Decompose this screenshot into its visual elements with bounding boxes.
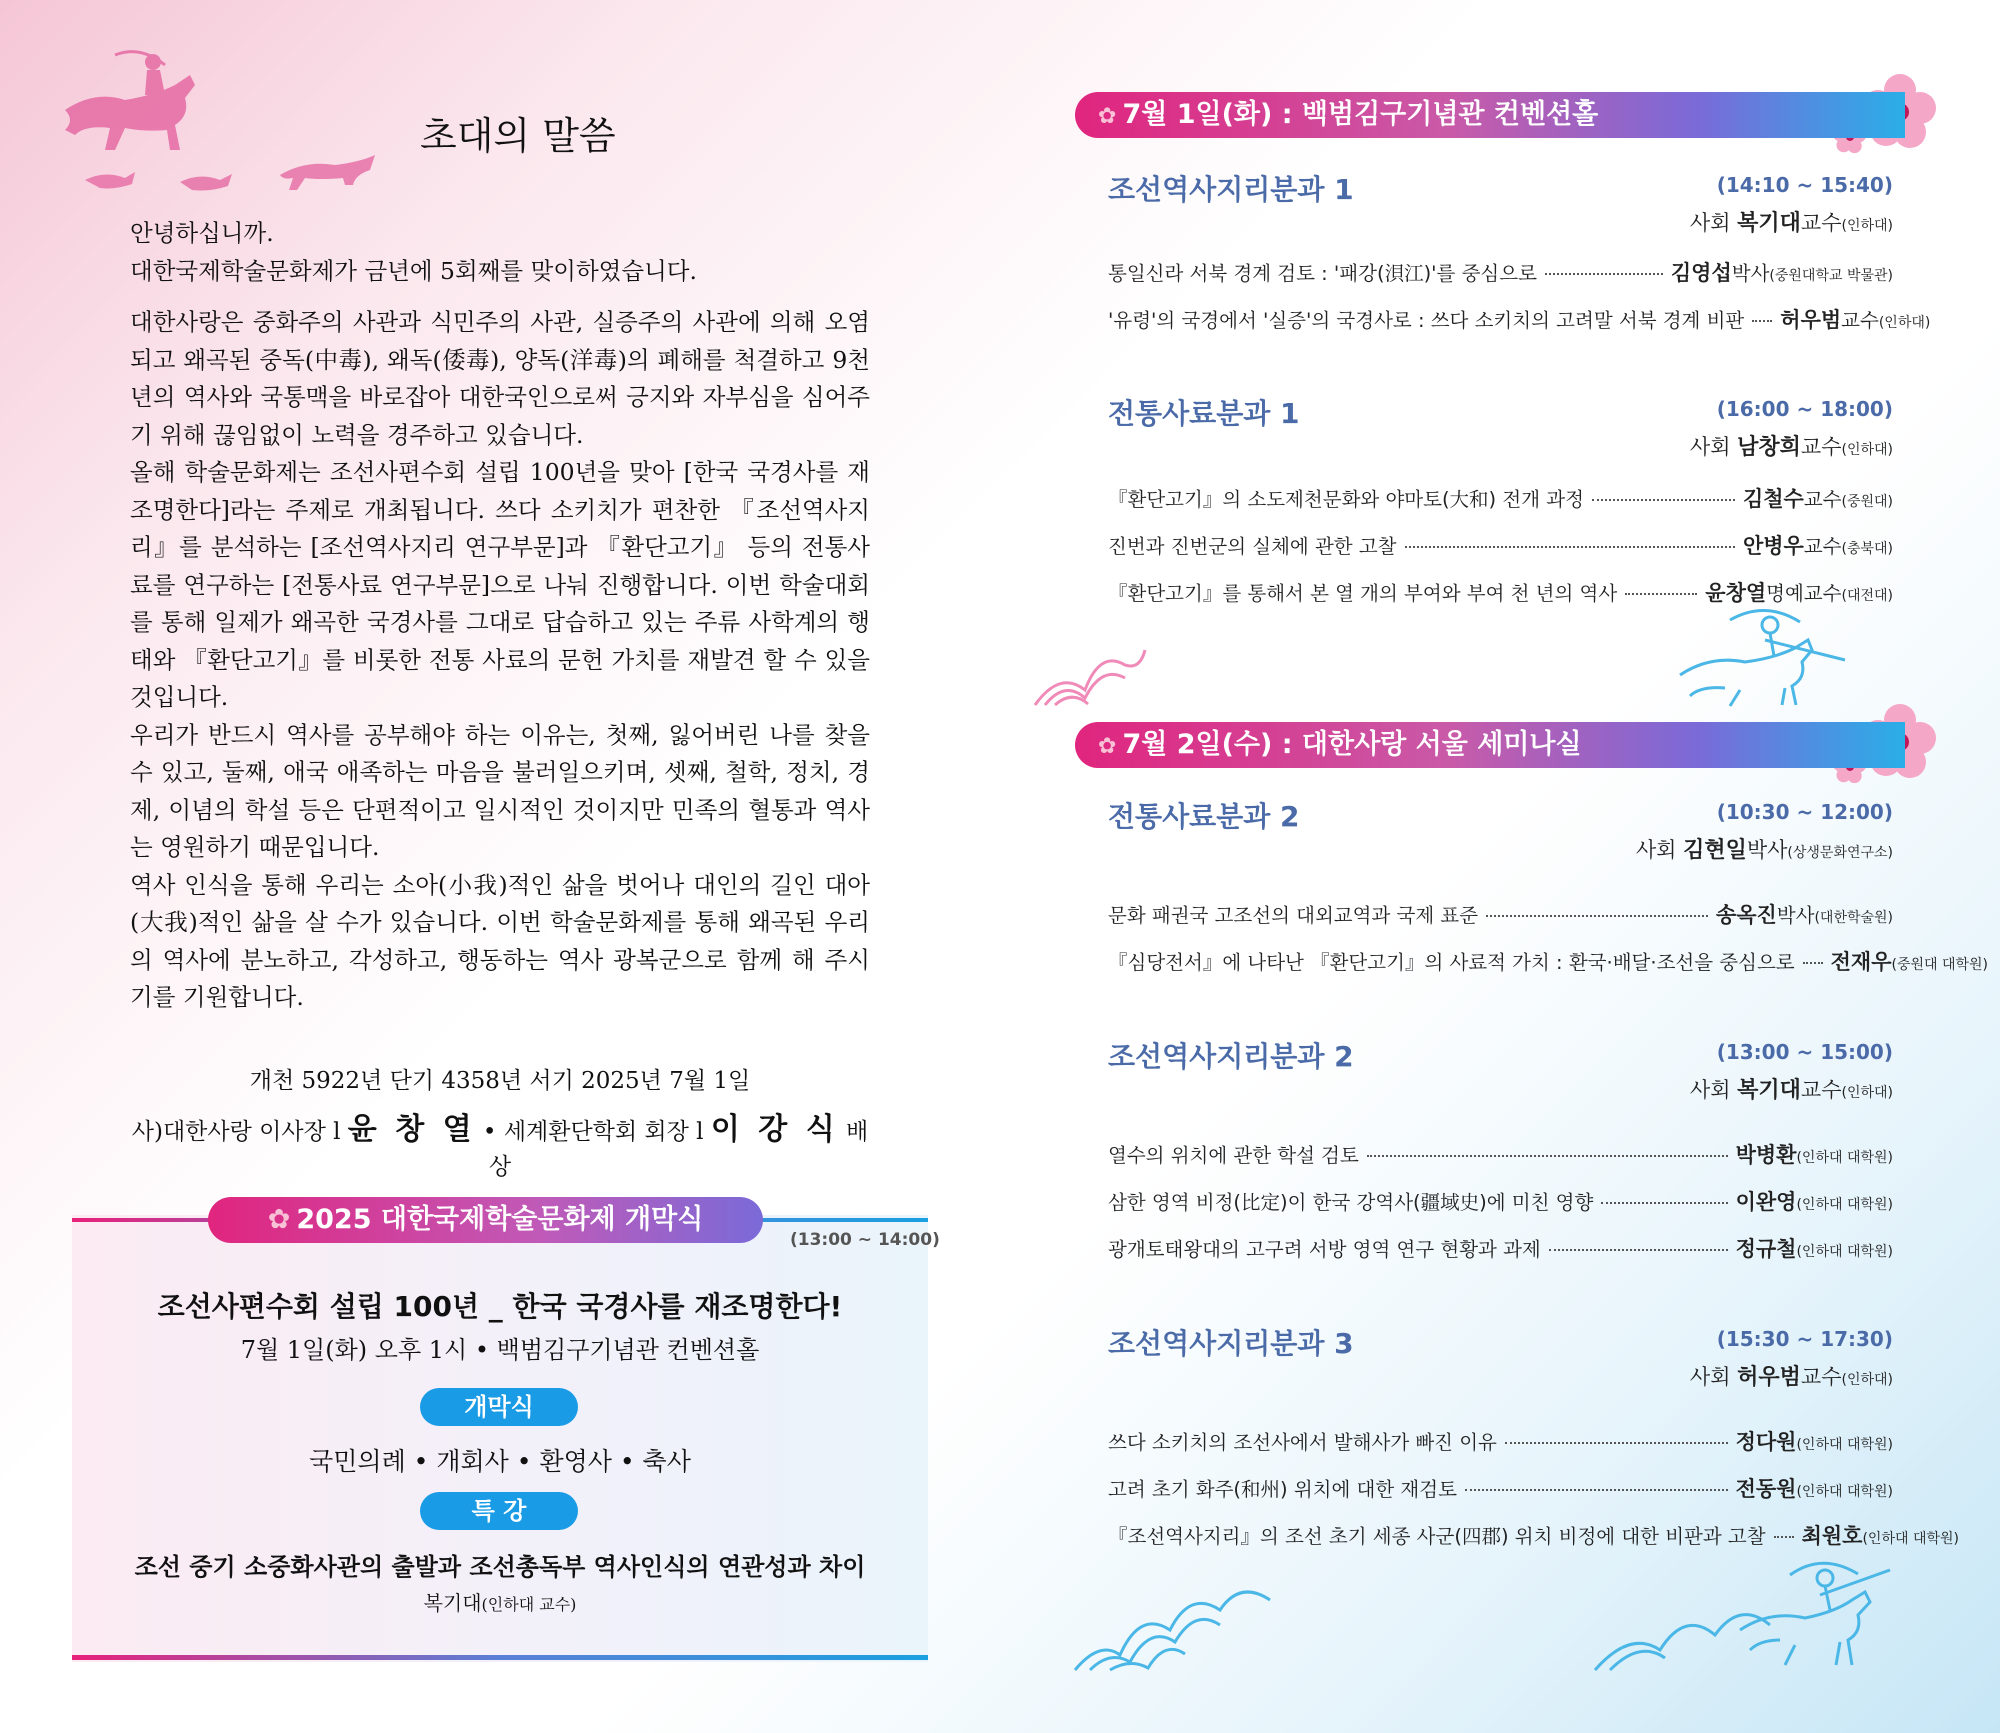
moderator-name: 허우범	[1737, 1365, 1801, 1390]
ceremony-label-pill: 개막식	[420, 1388, 578, 1426]
panel-bottom-rule	[72, 1655, 928, 1660]
moderator-prefix: 사회	[1689, 211, 1738, 235]
talk-title: 『조선역사지리』의 조선 초기 세종 사군(四郡) 위치 비정에 대한 비판과 고찰	[1108, 1525, 1766, 1548]
session-moderator	[1690, 430, 1893, 461]
opening-ceremony-banner	[208, 1197, 763, 1243]
presenter	[1736, 1426, 1893, 1456]
presenter	[1736, 1186, 1893, 1216]
session-moderator	[1690, 206, 1893, 237]
talk-title: 열수의 위치에 관한 학설 검토	[1108, 1144, 1359, 1167]
presenter	[1716, 899, 1893, 929]
dot-leader	[1803, 962, 1823, 964]
invitation-letter	[130, 215, 870, 1017]
presenter-affiliation: (대한학술원)	[1814, 910, 1893, 926]
talk-row	[1108, 899, 1893, 929]
presenter	[1705, 577, 1893, 607]
session-time: (14:10 ~ 15:40)	[1716, 173, 1893, 197]
signature-line	[130, 1104, 870, 1181]
moderator-role: 교수	[1800, 1365, 1842, 1389]
body-paragraph: 대한사랑은 중화주의 사관과 식민주의 사관, 실증주의 사관에 의해 오염되고 왜곡된 중독(中毒), 왜독(倭毒), 양독(洋毒)의 폐해를 척결하고 9천년의 역사와 국통맥을 바로잡아 대한국인으로써 긍지와 자부심을 심어주기 위해 끊임없이 노력을 경주하고 있습니다.	[130, 308, 870, 449]
talk-row	[1108, 1520, 1959, 1550]
presenter-affiliation: (중원대)	[1841, 494, 1893, 510]
presenter-role: 명예교수	[1766, 582, 1842, 605]
moderator-prefix: 사회	[1689, 1365, 1738, 1389]
session-moderator	[1690, 1073, 1893, 1104]
wave-pattern-illustration	[1030, 630, 1150, 710]
dot-leader	[1601, 1202, 1727, 1204]
session-time: (15:30 ~ 17:30)	[1716, 1327, 1893, 1351]
greeting-paragraph: 안녕하십니까.	[130, 219, 274, 247]
presenter-name: 박병환	[1735, 1143, 1797, 1167]
presenter-name: 윤창열	[1705, 581, 1767, 605]
signer-name-2: 이 강 식	[710, 1112, 839, 1147]
moderator-name: 복기대	[1737, 211, 1801, 236]
hibiscus-flower-icon: ✿	[1098, 734, 1117, 759]
presenter-name: 김영섭	[1670, 261, 1732, 285]
presenter-name: 전재우	[1830, 950, 1892, 974]
presenter-role: 교수	[1803, 535, 1842, 558]
opening-time: (13:00 ~ 14:00)	[790, 1230, 940, 1250]
ceremony-program: 국민의례 • 개회사 • 환영사 • 축사	[309, 1447, 691, 1476]
signature-prefix: 사)대한사랑 이사장 l	[131, 1119, 348, 1145]
moderator-prefix: 사회	[1689, 1078, 1738, 1102]
presenter-name: 안병우	[1742, 534, 1804, 558]
moderator-affiliation: (상생문화연구소)	[1787, 845, 1893, 861]
talk-row	[1108, 304, 1931, 334]
presenter-affiliation: (인하대 대학원)	[1796, 1437, 1893, 1453]
presenter	[1743, 483, 1893, 513]
talk-row	[1108, 577, 1893, 607]
session-time: (10:30 ~ 12:00)	[1716, 800, 1893, 824]
presenter-name: 정규철	[1735, 1237, 1797, 1261]
moderator-affiliation: (인하대)	[1841, 218, 1893, 234]
presenter	[1780, 304, 1930, 334]
signer-name-1: 윤 창 열	[347, 1112, 476, 1147]
dot-leader	[1774, 1536, 1794, 1538]
talk-row	[1108, 530, 1893, 560]
presenter	[1736, 1233, 1893, 1263]
session-title: 조선역사지리분과 2	[1108, 1040, 1354, 1073]
moderator-prefix: 사회	[1689, 435, 1738, 459]
presenter	[1736, 1473, 1893, 1503]
signature-suffix: 배상	[488, 1119, 869, 1180]
hibiscus-flower-icon: ✿	[267, 1204, 291, 1235]
presenter-role: 박사	[1776, 904, 1815, 927]
lecture-label-pill: 특 강	[420, 1492, 578, 1530]
talk-title: 고려 초기 화주(和州) 위치에 대한 재검토	[1108, 1478, 1457, 1501]
moderator-name: 김현일	[1683, 838, 1747, 863]
body-paragraph: 역사 인식을 통해 우리는 소아(小我)적인 삶을 벗어나 대인의 길인 대아(大我)적인 삶을 살 수가 있습니다. 이번 학술문화제를 통해 왜곡된 우리의 역사에 분노하고, 각성하고, 행동하는 역사 광복군으로 함께 해 주시기를 기원합니다.	[130, 870, 871, 1011]
talk-row	[1108, 1186, 1893, 1216]
hibiscus-flower-icon: ✿	[1098, 104, 1117, 129]
presenter-role: 교수	[1803, 488, 1842, 511]
dot-leader	[1625, 593, 1697, 595]
presenter	[1743, 530, 1893, 560]
talk-title: 진번과 진번군의 실체에 관한 고찰	[1108, 535, 1397, 558]
session-title: 조선역사지리분과 1	[1108, 173, 1354, 206]
presenter-name: 전동원	[1735, 1477, 1797, 1501]
session-moderator	[1636, 833, 1893, 864]
presenter	[1802, 1520, 1959, 1550]
talk-title: 『환단고기』의 소도제천문화와 야마토(大和) 전개 과정	[1108, 488, 1584, 511]
invitation-title: 초대의 말씀	[420, 114, 616, 158]
session-time: (16:00 ~ 18:00)	[1716, 397, 1893, 421]
presenter-name: 송옥진	[1715, 903, 1777, 927]
session-time: (13:00 ~ 15:00)	[1716, 1040, 1893, 1064]
moderator-prefix: 사회	[1635, 838, 1684, 862]
session-moderator	[1690, 1360, 1893, 1391]
session-title: 전통사료분과 1	[1108, 397, 1300, 430]
dot-leader	[1592, 499, 1735, 501]
dot-leader	[1549, 1249, 1728, 1251]
talk-title: 광개토태왕대의 고구려 서방 영역 연구 현황과 과제	[1108, 1238, 1541, 1261]
date-line: 개천 5922년 단기 4358년 서기 2025년 7월 1일	[249, 1068, 751, 1094]
presenter	[1831, 946, 1988, 976]
dot-leader	[1545, 273, 1663, 275]
dot-leader	[1752, 320, 1772, 322]
presenter-affiliation: (인하대 대학원)	[1796, 1197, 1893, 1213]
talk-title: 문화 패권국 고조선의 대외교역과 국제 표준	[1108, 904, 1479, 927]
dot-leader	[1486, 915, 1708, 917]
body-paragraph: 우리가 반드시 역사를 공부해야 하는 이유는, 첫째, 잃어버린 나를 찾을 수 있고, 둘째, 애국 애족하는 마음을 불러일으키며, 셋째, 철학, 정치, 경제, 이념의 학설 등은 단편적이고 일시적인 것이지만 민족의 혈통과 역사는 영원하기 때문입니다.	[130, 720, 870, 861]
special-lecture-title: 조선 중기 소중화사관의 출발과 조선총독부 역사인식의 연관성과 차이	[134, 1552, 866, 1581]
moderator-name: 복기대	[1737, 1078, 1801, 1103]
moderator-affiliation: (인하대)	[1841, 1372, 1893, 1388]
presenter-affiliation: (인하대 대학원)	[1862, 1531, 1959, 1547]
intro-paragraph: 대한국제학술문화제가 금년에 5회째를 맞이하였습니다.	[130, 256, 697, 285]
moderator-name: 남창희	[1737, 435, 1801, 460]
session-title: 조선역사지리분과 3	[1108, 1327, 1354, 1360]
presenter-name: 김철수	[1742, 487, 1804, 511]
horse-archer-illustration	[1670, 600, 1855, 710]
signature-mid: • 세계환단학회 회장 l	[475, 1119, 711, 1145]
moderator-role: 교수	[1800, 435, 1842, 459]
opening-theme: 조선사편수회 설립 100년 _ 한국 국경사를 재조명한다!	[157, 1290, 843, 1323]
presenter-affiliation: (중원대 대학원)	[1891, 957, 1989, 973]
talk-title: 『환단고기』를 통해서 본 열 개의 부여와 부여 천 년의 역사	[1108, 582, 1618, 605]
day-banner-label	[1098, 92, 1598, 140]
talk-title: 쓰다 소키치의 조선사에서 발해사가 빠진 이유	[1108, 1431, 1497, 1454]
presenter-affiliation: (인하대 대학원)	[1796, 1150, 1893, 1166]
wave-pattern-illustration	[1070, 1570, 1310, 1680]
body-paragraph: 올해 학술문화제는 조선사편수회 설립 100년을 맞아 [한국 국경사를 재조명한다]라는 주제로 개최됩니다. 쓰다 소키치가 편찬한 『조선역사지리』를 분석하는 [조선역사지리 연구부문]과 『환단고기』 등의 전통사료를 연구하는 [전통사료 연구부문]으로 나눠 진행합니다. 이번 학술대회를 통해 일제가 왜곡한 국경사를 그대로 답습하고 있는 주류 사학계의 행태와 『환단고기』를 비롯한 전통 사료의 문헌 가치를 재발견 할 수 있을 것입니다.	[130, 458, 870, 711]
presenter-role: 교수	[1841, 309, 1879, 332]
talk-row	[1108, 946, 1989, 976]
talk-row	[1108, 483, 1893, 513]
talk-row	[1108, 1233, 1893, 1263]
dot-leader	[1465, 1489, 1728, 1491]
dot-leader	[1505, 1442, 1728, 1444]
tiger-illustration	[275, 150, 380, 195]
talk-title: '유령'의 국경에서 '실증'의 국경사로 : 쓰다 소키치의 고려말 서북 경계 비판	[1108, 309, 1745, 332]
hounds-illustration	[80, 160, 240, 200]
presenter-affiliation: (중원대학교 박물관)	[1769, 268, 1893, 284]
moderator-role: 박사	[1746, 838, 1788, 862]
day-banner-label	[1098, 722, 1582, 770]
lecture-speaker-name: 복기대	[423, 1591, 482, 1615]
horse-archer-illustration	[55, 40, 245, 160]
day-label-text: 7월 1일(화) : 백범김구기념관 컨벤션홀	[1122, 99, 1599, 130]
session-title: 전통사료분과 2	[1108, 800, 1300, 833]
moderator-affiliation: (인하대)	[1841, 1085, 1893, 1101]
moderator-role: 교수	[1800, 211, 1842, 235]
moderator-affiliation: (인하대)	[1841, 442, 1893, 458]
talk-row	[1108, 1473, 1893, 1503]
horse-archer-illustration	[1590, 1540, 1910, 1680]
talk-title: 『심당전서』에 나타난 『환단고기』의 사료적 가치 : 환국·배달·조선을 중심으로	[1108, 951, 1795, 974]
opening-banner-label: 2025 대한국제학술문화제 개막식	[296, 1204, 704, 1235]
presenter-name: 이완영	[1735, 1190, 1797, 1214]
special-lecture-speaker	[72, 1587, 928, 1616]
presenter-affiliation: (충북대)	[1841, 541, 1893, 557]
talk-row	[1108, 257, 1893, 287]
moderator-role: 교수	[1800, 1078, 1842, 1102]
opening-date-venue: 7월 1일(화) 오후 1시 • 백범김구기념관 컨벤션홀	[240, 1336, 760, 1364]
talk-title: 통일신라 서북 경계 검토 : '패강(浿江)'를 중심으로	[1108, 262, 1537, 285]
presenter-name: 최원호	[1801, 1524, 1863, 1548]
talk-row	[1108, 1426, 1893, 1456]
presenter-affiliation: (인하대 대학원)	[1796, 1244, 1893, 1260]
dot-leader	[1405, 546, 1735, 548]
presenter	[1671, 257, 1893, 287]
lecture-speaker-affiliation: (인하대 교수)	[481, 1595, 577, 1614]
presenter-role: 박사	[1731, 262, 1770, 285]
presenter-affiliation: (대전대)	[1841, 588, 1893, 604]
presenter-name: 정다원	[1735, 1430, 1797, 1454]
dot-leader	[1367, 1155, 1728, 1157]
presenter-affiliation: (인하대)	[1878, 315, 1931, 331]
talk-row	[1108, 1139, 1893, 1169]
presenter	[1736, 1139, 1893, 1169]
day-label-text: 7월 2일(수) : 대한사랑 서울 세미나실	[1122, 729, 1582, 760]
talk-title: 삼한 영역 비정(比定)이 한국 강역사(疆域史)에 미친 영향	[1108, 1191, 1594, 1214]
presenter-name: 허우범	[1780, 308, 1842, 332]
presenter-affiliation: (인하대 대학원)	[1796, 1484, 1893, 1500]
